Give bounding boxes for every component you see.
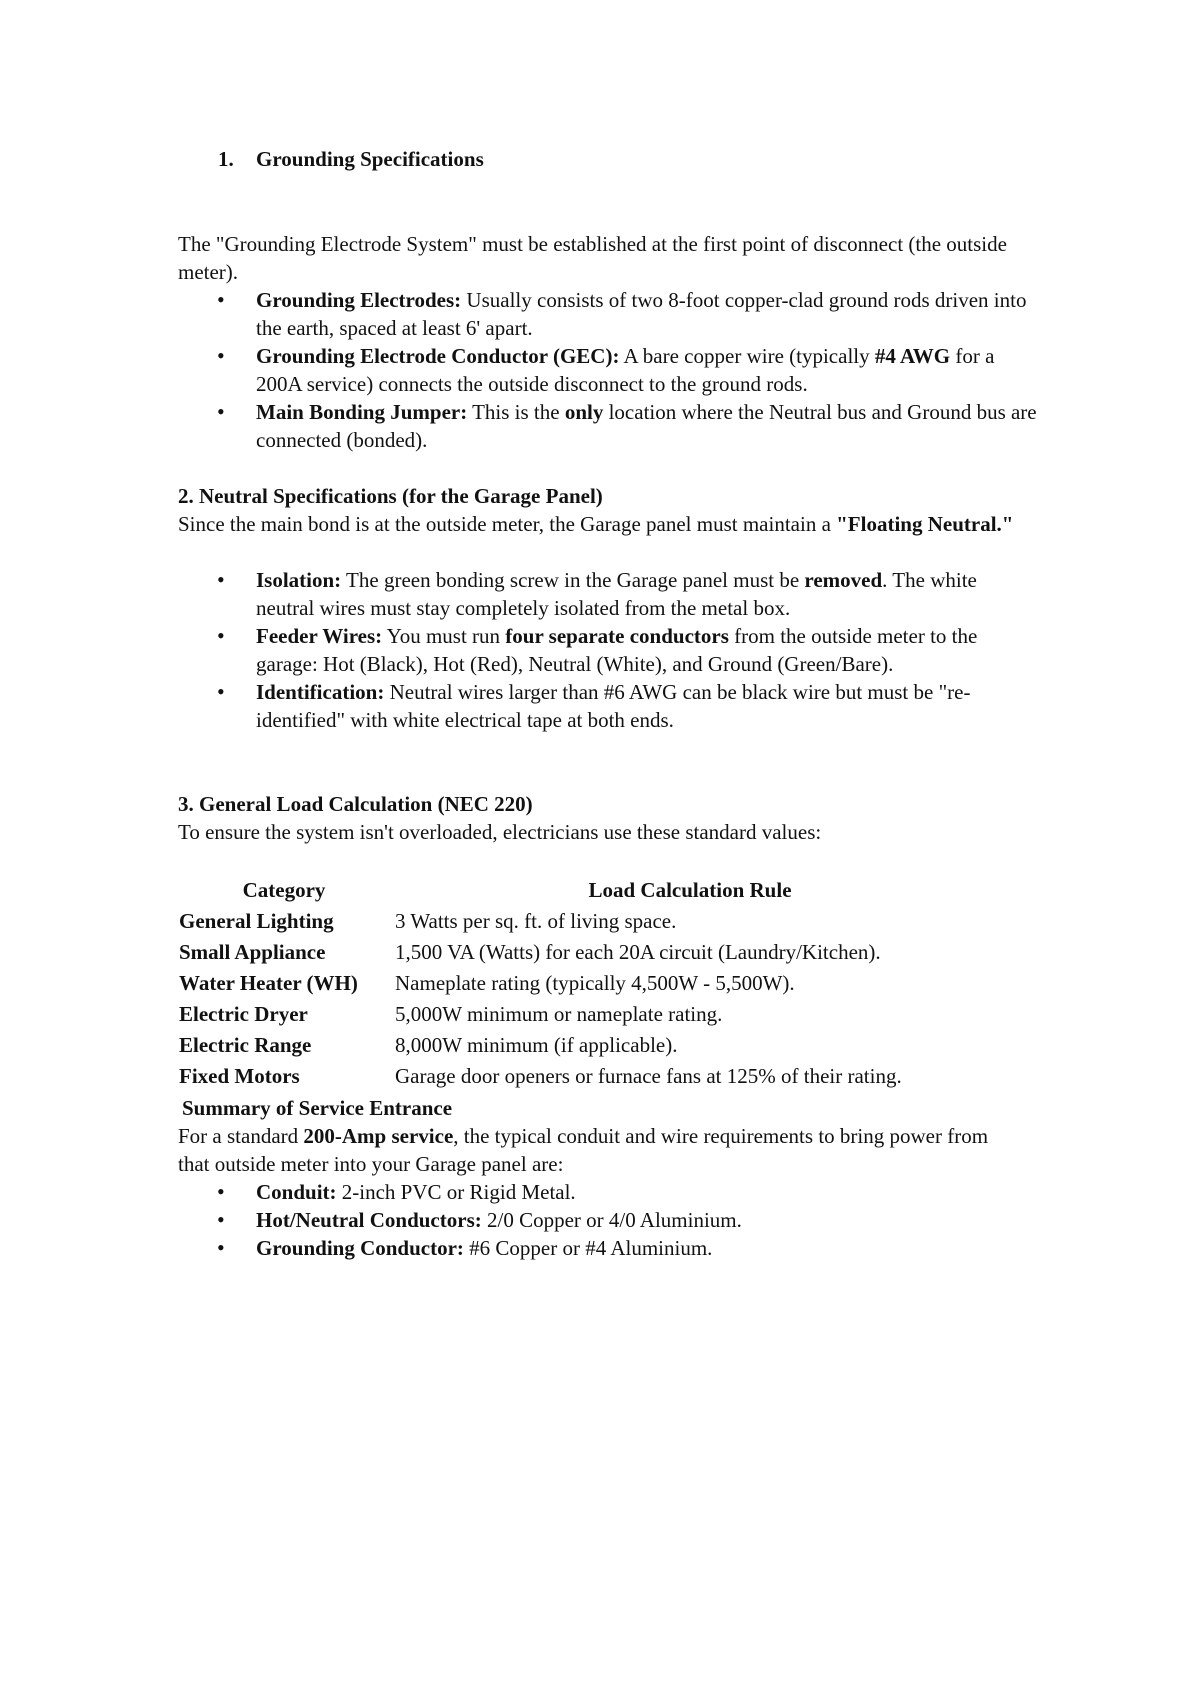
summary-intro-text: For a standard bbox=[178, 1124, 304, 1148]
list-item bbox=[178, 398, 1038, 454]
table-cell-rule: 3 Watts per sq. ft. of living space. bbox=[395, 908, 677, 933]
table-row bbox=[176, 936, 988, 967]
table-cell-rule: 1,500 VA (Watts) for each 20A circuit (Laundry/Kitchen). bbox=[395, 939, 881, 964]
table-cell-category: General Lighting bbox=[179, 908, 334, 933]
bullet-label: Grounding Conductor: bbox=[256, 1236, 464, 1260]
table-cell-rule: 8,000W minimum (if applicable). bbox=[395, 1032, 678, 1057]
column-header-category: Category bbox=[242, 877, 326, 902]
table-cell-category: Electric Range bbox=[179, 1032, 312, 1057]
list-item bbox=[178, 1206, 1038, 1234]
table-cell-category: Small Appliance bbox=[179, 939, 326, 964]
section-3-intro: To ensure the system isn't overloaded, electricians use these standard values: bbox=[178, 820, 822, 844]
section-2-title: 2. Neutral Specifications (for the Garage Panel) bbox=[178, 484, 603, 508]
table-row bbox=[176, 905, 988, 936]
bullet-emphasis: only bbox=[564, 400, 604, 424]
bullet-text: Neutral wires larger than #6 AWG can be black wire but must be "re-identified" with white electrical tape at both ends. bbox=[256, 680, 971, 732]
list-item bbox=[178, 622, 1038, 678]
list-item bbox=[178, 678, 1038, 734]
bullet-text: 2-inch PVC or Rigid Metal. bbox=[336, 1180, 576, 1204]
list-item bbox=[178, 1234, 1038, 1262]
summary-bullet-list bbox=[178, 1178, 1038, 1262]
bullet-label: Main Bonding Jumper: bbox=[256, 400, 468, 424]
list-item bbox=[178, 566, 1038, 622]
bullet-label: Feeder Wires: bbox=[256, 624, 383, 648]
section-2-intro-text: Since the main bond is at the outside meter, the Garage panel must maintain a bbox=[178, 512, 837, 536]
table-cell-category: Water Heater (WH) bbox=[179, 970, 358, 995]
bullet-emphasis: #4 AWG bbox=[874, 344, 951, 368]
bullet-label: Hot/Neutral Conductors: bbox=[256, 1208, 482, 1232]
section-1-bullet-list bbox=[178, 286, 1038, 454]
table-cell-category: Electric Dryer bbox=[179, 1001, 308, 1026]
table-cell-rule: 5,000W minimum or nameplate rating. bbox=[395, 1001, 723, 1026]
bullet-label: Identification: bbox=[256, 680, 385, 704]
bullet-text: The green bonding screw in the Garage panel must be bbox=[341, 568, 805, 592]
table-row bbox=[176, 998, 988, 1029]
summary-intro-text: , the typical conduit and wire requirements to bring power from that outside meter into your Garage panel are: bbox=[178, 1124, 989, 1176]
bullet-text: This is the bbox=[467, 400, 565, 424]
table-row bbox=[176, 1029, 988, 1060]
bullet-text: . The white neutral wires must stay completely isolated from the metal box. bbox=[256, 568, 977, 620]
section-2-intro bbox=[178, 510, 1038, 538]
load-calculation-table bbox=[176, 874, 988, 1091]
table-row bbox=[176, 1060, 988, 1091]
table-header-row bbox=[176, 874, 988, 905]
bullet-emphasis: four separate conductors bbox=[505, 624, 729, 648]
section-2-intro-emphasis: "Floating Neutral." bbox=[836, 512, 1014, 536]
bullet-label: Grounding Electrodes: bbox=[256, 288, 462, 312]
bullet-text: location where the Neutral bus and Ground bus are connected (bonded). bbox=[256, 400, 1037, 452]
summary-title: Summary of Service Entrance bbox=[182, 1096, 453, 1120]
list-item bbox=[178, 1178, 1038, 1206]
bullet-label: Grounding Electrode Conductor (GEC): bbox=[256, 344, 620, 368]
table-cell-rule: Garage door openers or furnace fans at 125% of their rating. bbox=[395, 1063, 902, 1088]
bullet-emphasis: removed bbox=[804, 568, 883, 592]
section-1-title: Grounding Specifications bbox=[256, 147, 484, 171]
bullet-text: Usually consists of two 8-foot copper-clad ground rods driven into the earth, spaced at least 6' apart. bbox=[256, 288, 1027, 340]
section-2-bullet-list bbox=[178, 566, 1038, 734]
bullet-text: from the outside meter to the garage: Hot (Black), Hot (Red), Neutral (White), and Ground (Green/Bare). bbox=[256, 624, 978, 676]
column-header-rule: Load Calculation Rule bbox=[588, 877, 792, 902]
bullet-text: A bare copper wire (typically bbox=[619, 344, 875, 368]
list-item bbox=[178, 342, 1038, 398]
bullet-text: #6 Copper or #4 Aluminium. bbox=[463, 1236, 713, 1260]
bullet-text: 2/0 Copper or 4/0 Aluminium. bbox=[481, 1208, 742, 1232]
summary-intro-emphasis: 200-Amp service bbox=[303, 1124, 454, 1148]
bullet-text: for a 200A service) connects the outside disconnect to the ground rods. bbox=[256, 344, 995, 396]
section-1-intro: The "Grounding Electrode System" must be established at the first point of disconnect (the outside meter). bbox=[178, 232, 1007, 284]
bullet-label: Conduit: bbox=[256, 1180, 337, 1204]
section-1-number: 1. bbox=[218, 147, 234, 171]
summary-intro bbox=[178, 1122, 1018, 1178]
bullet-label: Isolation: bbox=[256, 568, 342, 592]
table-row bbox=[176, 967, 988, 998]
list-item bbox=[178, 286, 1038, 342]
table-cell-rule: Nameplate rating (typically 4,500W - 5,500W). bbox=[395, 970, 795, 995]
bullet-text: You must run bbox=[382, 624, 506, 648]
section-3-title: 3. General Load Calculation (NEC 220) bbox=[178, 792, 533, 816]
table-cell-category: Fixed Motors bbox=[179, 1063, 300, 1088]
